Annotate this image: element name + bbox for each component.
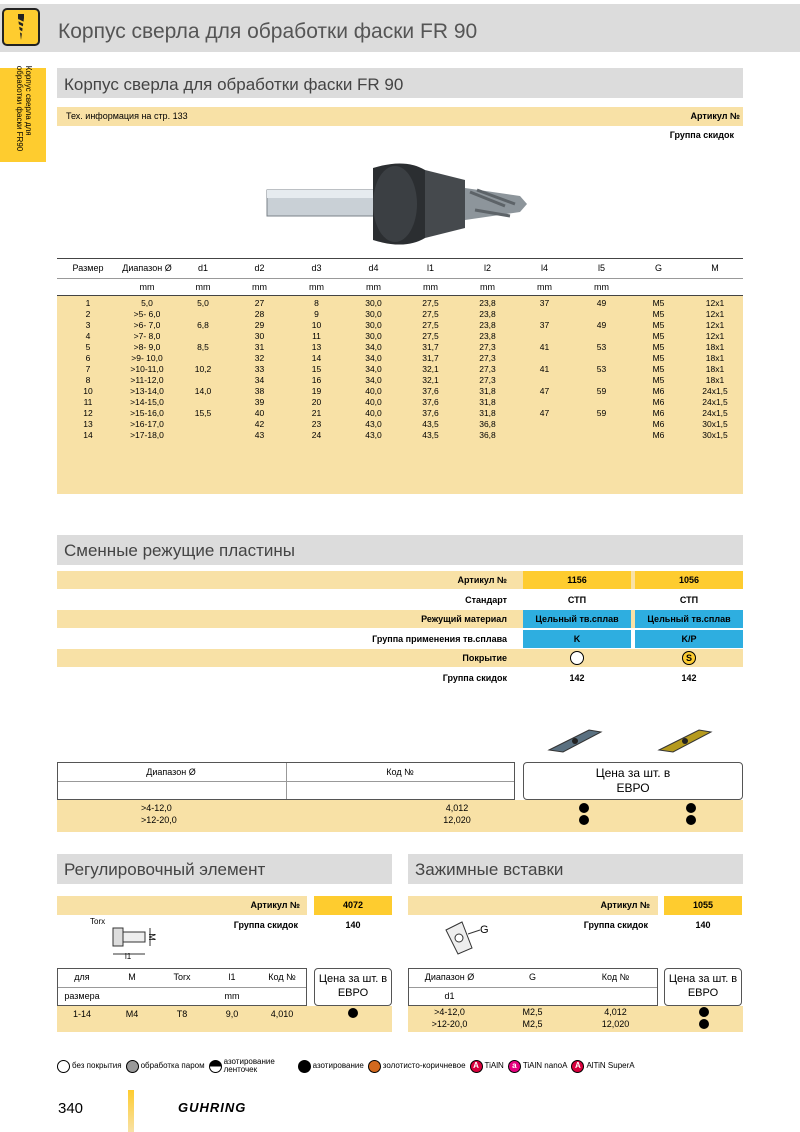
table-cell: 27,3 — [479, 342, 496, 352]
table-cell: 36,8 — [479, 430, 496, 440]
table-cell: 32,1 — [422, 375, 439, 385]
table-row — [57, 408, 743, 419]
table-cell: 53 — [596, 364, 607, 374]
table-cell: 23,8 — [479, 298, 496, 308]
uncoated-icon — [570, 651, 584, 665]
table-cell: 36,8 — [479, 419, 496, 429]
table-cell: M5 — [652, 375, 665, 385]
insert-gold-image — [655, 728, 715, 754]
availability-dot — [699, 1007, 709, 1017]
table-cell: 13 — [83, 419, 93, 429]
spec-label: Группа скидок — [442, 672, 507, 683]
table-cell: 8 — [314, 298, 319, 308]
coating-swatch-icon: a — [508, 1060, 521, 1073]
table-cell: 49 — [596, 320, 607, 330]
table-cell: 43,5 — [422, 419, 439, 429]
table-cell: 14 — [83, 430, 93, 440]
table-cell: 42 — [254, 419, 265, 429]
coating-swatch-icon — [57, 1060, 70, 1073]
table-cell: M5 — [652, 353, 665, 363]
table-cell: 23,8 — [479, 320, 496, 330]
table-cell: 12x1 — [705, 309, 725, 319]
s3-col-header: для — [74, 972, 90, 982]
table-cell: 12x1 — [705, 331, 725, 341]
col-unit: mm — [366, 282, 381, 292]
table-cell: 9 — [314, 309, 319, 319]
s3-col-header: Torx — [173, 972, 191, 982]
table-cell: 21 — [311, 408, 322, 418]
table-cell: 30 — [254, 331, 265, 341]
section1-title: Корпус сверла для обработки фаски FR 90 — [64, 75, 404, 94]
table-cell: 6,8 — [197, 320, 209, 330]
page-number: 340 — [58, 1100, 84, 1117]
legend-item — [508, 1060, 568, 1073]
table-cell: 27,5 — [422, 309, 439, 319]
table-cell: 39 — [254, 397, 265, 407]
table-cell: 5,0 — [141, 298, 153, 308]
s3-col-header: l1 — [228, 972, 236, 982]
table-cell: 2 — [85, 309, 91, 319]
table-cell: 41 — [539, 342, 550, 352]
coating-swatch-icon — [126, 1060, 139, 1073]
spec-label: Группа применения тв.сплава — [372, 633, 507, 644]
availability-dot — [686, 815, 696, 825]
table-cell: >10-11,0 — [130, 364, 164, 374]
legend-item — [368, 1060, 466, 1073]
s4-cell: >12-20,0 — [431, 1019, 468, 1029]
price-header-clamp: Цена за шт. в ЕВРО — [664, 968, 742, 1006]
insert-gray-image — [545, 728, 605, 754]
table-cell: 34,0 — [365, 353, 382, 363]
code-cell: 4,012 — [445, 803, 469, 813]
table-cell: 31,8 — [479, 408, 496, 418]
table-cell: 34 — [254, 375, 265, 385]
legend-item — [571, 1060, 634, 1073]
col-unit: mm — [252, 282, 267, 292]
legend-text: обработка паром — [140, 1061, 205, 1070]
availability-dot — [699, 1019, 709, 1029]
coating-legend — [57, 1056, 747, 1076]
table-cell: 37,6 — [422, 397, 439, 407]
s3-col-header: Код № — [268, 972, 296, 982]
s3-cell: T8 — [176, 1009, 188, 1019]
table-row — [57, 331, 743, 342]
table-cell: 37,6 — [422, 386, 439, 396]
discount-label: Группа скидок — [669, 130, 734, 140]
spec-value: 1156 — [523, 571, 631, 589]
table-cell: 30,0 — [365, 309, 382, 319]
table-row — [57, 298, 743, 309]
table-cell: 34,0 — [365, 342, 382, 352]
legend-item — [57, 1060, 122, 1073]
col-unit: mm — [309, 282, 324, 292]
col-header: d2 — [254, 263, 265, 273]
table-cell: 20 — [311, 397, 322, 407]
table-cell: 27,5 — [422, 320, 439, 330]
col-unit: mm — [139, 282, 155, 292]
s3-cell: 4,010 — [270, 1009, 294, 1019]
table-cell: 1 — [85, 298, 91, 308]
s4-cell: 12,020 — [601, 1019, 630, 1029]
spec-value: СТП — [523, 591, 631, 609]
col-header: l4 — [540, 263, 548, 273]
torx-label: Torx — [90, 917, 106, 926]
table-cell: 14 — [311, 353, 322, 363]
page-title: Корпус сверла для обработки фаски FR 90 — [58, 20, 478, 43]
table-row — [57, 397, 743, 408]
coating-swatch-icon: A — [470, 1060, 483, 1073]
spec-value: СТП — [635, 591, 743, 609]
table-row — [57, 364, 743, 375]
table-cell: 31,8 — [479, 386, 496, 396]
table-cell: 38 — [254, 386, 265, 396]
code-cell: 12,020 — [443, 815, 471, 825]
legend-item — [470, 1060, 504, 1073]
table-cell: 59 — [596, 408, 607, 418]
code-header: Код № — [386, 767, 414, 777]
table-cell: >16-17,0 — [130, 419, 164, 429]
legend-text: азотирование — [312, 1061, 364, 1070]
legend-text: золотисто-коричневое — [382, 1061, 466, 1070]
s4-discount: 140 — [695, 920, 711, 930]
spec-label: Покрытие — [462, 653, 507, 663]
s4-discount-label: Группа скидок — [583, 920, 648, 930]
col-header: l2 — [483, 263, 491, 273]
dim-g: G — [480, 924, 489, 936]
legend-text: TiAlN — [484, 1061, 504, 1070]
table-cell: M6 — [652, 419, 665, 429]
legend-item — [298, 1060, 364, 1073]
table-cell: 31 — [254, 342, 265, 352]
table-cell: 8,5 — [197, 342, 209, 352]
coating-s-icon: S — [682, 651, 696, 665]
table-cell: 27,3 — [479, 353, 496, 363]
table-cell: 24x1,5 — [702, 408, 728, 418]
range-header: Диапазон Ø — [146, 767, 196, 777]
table-cell: 29 — [254, 320, 265, 330]
table-cell: 43,0 — [365, 430, 382, 440]
table-cell: 24x1,5 — [702, 386, 728, 396]
s4-col-header: Диапазон Ø — [424, 972, 475, 982]
s3-cell: 1-14 — [72, 1009, 91, 1019]
adjusting-screw-image — [105, 922, 165, 962]
col-header: d1 — [197, 263, 208, 273]
table-row — [57, 353, 743, 364]
s4-article: 1055 — [664, 896, 742, 915]
s4-col-header: G — [528, 972, 536, 982]
table-cell: 53 — [596, 342, 607, 352]
table-cell: 19 — [311, 386, 322, 396]
table-cell: 7 — [85, 364, 91, 374]
table-cell: 37 — [539, 320, 550, 330]
table-row — [57, 814, 743, 826]
s4-cell: 4,012 — [604, 1007, 627, 1017]
drill-body-image — [265, 158, 535, 253]
s3-col-header: M — [128, 972, 136, 982]
col-unit: mm — [195, 282, 211, 292]
s4-col-header: Код № — [601, 972, 630, 982]
s3-cell: M4 — [125, 1009, 139, 1019]
s3-col-sub: mm — [224, 991, 240, 1001]
s4-cell: M2,5 — [522, 1019, 543, 1029]
spec-value — [523, 649, 631, 667]
spec-value: 1056 — [635, 571, 743, 589]
table-cell: 40,0 — [365, 386, 382, 396]
spec-value: 142 — [635, 669, 743, 687]
table-cell: 23,8 — [479, 309, 496, 319]
table-cell: 12x1 — [705, 320, 725, 330]
table-cell: 16 — [311, 375, 322, 385]
coating-swatch-icon: A — [571, 1060, 584, 1073]
table-cell: 33 — [254, 364, 265, 374]
table-cell: >5- 6,0 — [133, 309, 161, 319]
coating-swatch-icon — [368, 1060, 381, 1073]
section4-title: Зажимные вставки — [415, 860, 564, 879]
section3-title: Регулировочный элемент — [64, 860, 266, 879]
spec-value: K — [523, 630, 631, 648]
table-cell: 8 — [85, 375, 91, 385]
legend-item — [209, 1058, 294, 1074]
table-cell: 30,0 — [365, 298, 382, 308]
range-cell: >12-20,0 — [141, 815, 177, 825]
availability-dot — [686, 803, 696, 813]
table-cell: 15,5 — [194, 408, 212, 418]
table-cell: 18x1 — [705, 342, 725, 352]
table-cell: M5 — [652, 342, 665, 352]
table-cell: M6 — [652, 386, 665, 396]
dim-l1: l1 — [125, 952, 132, 961]
table-cell: 34,0 — [365, 375, 382, 385]
table-cell: 4 — [85, 331, 91, 341]
table-cell: 6 — [85, 353, 91, 363]
footer-bar — [128, 1090, 134, 1132]
col-header: l1 — [426, 263, 434, 273]
coating-swatch-icon — [209, 1060, 222, 1073]
col-header: d3 — [311, 263, 322, 273]
table-cell: >9- 10,0 — [131, 353, 163, 363]
table-cell: 27 — [254, 298, 265, 308]
table-cell: 32,1 — [422, 364, 439, 374]
section2-title: Сменные режущие пластины — [64, 541, 296, 560]
legend-text: без покрытия — [72, 1061, 122, 1070]
availability-dot — [348, 1008, 358, 1018]
table-cell: 40,0 — [365, 397, 382, 407]
article-label: Артикул № — [690, 111, 740, 121]
table-cell: >14-15,0 — [130, 397, 164, 407]
table-cell: M5 — [652, 309, 665, 319]
s3-article: 4072 — [314, 896, 392, 915]
table-cell: 11 — [312, 331, 321, 341]
availability-dot — [579, 815, 589, 825]
table-cell: 14,0 — [194, 386, 212, 396]
table-cell: M5 — [652, 364, 665, 374]
s3-discount-label: Группа скидок — [233, 920, 298, 930]
table-cell: >7- 8,0 — [133, 331, 161, 341]
table-cell: M6 — [652, 408, 665, 418]
table-cell: 27,3 — [479, 375, 496, 385]
table-cell: M6 — [652, 397, 665, 407]
table-cell: 24 — [311, 430, 322, 440]
spec-label: Режущий материал — [421, 614, 507, 624]
spec-value: K/P — [635, 630, 743, 648]
col-header: Размер — [72, 263, 104, 273]
table-cell: 30,0 — [365, 320, 382, 330]
col-header: l5 — [597, 263, 605, 273]
col-unit: mm — [594, 282, 609, 292]
table-cell: >17-18,0 — [130, 430, 164, 440]
legend-item — [126, 1060, 205, 1073]
table-cell: 27,3 — [479, 364, 496, 374]
table-cell: 31,7 — [422, 353, 439, 363]
spec-label: Артикул № — [457, 575, 507, 585]
table-cell: 43,5 — [422, 430, 439, 440]
drill-logo-icon — [2, 8, 40, 46]
table-cell: 47 — [539, 386, 550, 396]
col-unit: mm — [480, 282, 495, 292]
col-unit: mm — [423, 282, 438, 292]
table-cell: 27,5 — [422, 298, 439, 308]
price-header-inserts: Цена за шт. в ЕВРО — [523, 762, 743, 800]
table-row — [57, 386, 743, 397]
s3-article-label: Артикул № — [250, 900, 300, 910]
table-cell: M5 — [652, 298, 665, 308]
table-cell: 5 — [85, 342, 91, 352]
table-cell: 11 — [83, 397, 93, 407]
table-cell: 5,0 — [197, 298, 209, 308]
col-unit: mm — [537, 282, 552, 292]
spec-value — [635, 649, 743, 667]
table-cell: 15 — [311, 364, 322, 374]
table-cell: 49 — [596, 298, 607, 308]
table-row — [57, 320, 743, 331]
table-cell: 10 — [83, 386, 93, 396]
tech-info: Тех. информация на стр. 133 — [66, 111, 188, 121]
table-cell: >15-16,0 — [130, 408, 164, 418]
s4-article-label: Артикул № — [600, 900, 650, 910]
s4-cell: M2,5 — [522, 1007, 543, 1017]
legend-text: азотирование ленточек — [223, 1057, 275, 1074]
table-cell: 12 — [83, 408, 93, 418]
table-cell: 10 — [311, 320, 322, 330]
table-row — [57, 309, 743, 320]
table-cell: 30x1,5 — [702, 430, 728, 440]
spec-label: Стандарт — [465, 594, 507, 605]
dim-m: M — [146, 933, 157, 941]
availability-dot — [579, 803, 589, 813]
table-cell: 13 — [311, 342, 322, 352]
table-row — [57, 375, 743, 386]
table-cell: 12x1 — [705, 298, 725, 308]
table-cell: 24x1,5 — [702, 397, 728, 407]
range-cell: >4-12,0 — [141, 803, 172, 813]
col-header: d4 — [368, 263, 379, 273]
legend-text: TiAlN nanoA — [522, 1061, 568, 1070]
table-cell: 18x1 — [705, 364, 725, 374]
table-cell: 59 — [596, 386, 607, 396]
table-cell: 43 — [254, 430, 265, 440]
col-header: Диапазон Ø — [122, 263, 172, 273]
table-cell: M5 — [652, 320, 665, 330]
s4-col-sub: d1 — [444, 991, 455, 1001]
col-header: G — [654, 263, 662, 273]
s3-discount: 140 — [345, 920, 361, 930]
table-cell: 37 — [539, 298, 550, 308]
table-cell: >11-12,0 — [130, 375, 164, 385]
table-row — [57, 419, 743, 430]
price-header-adjust: Цена за шт. в ЕВРО — [314, 968, 392, 1006]
table-cell: 43,0 — [365, 419, 382, 429]
table-cell: M6 — [652, 430, 665, 440]
s3-cell: 9,0 — [225, 1009, 239, 1019]
table-cell: 40,0 — [365, 408, 382, 418]
col-header: M — [711, 263, 719, 273]
table-cell: 31,8 — [479, 397, 496, 407]
table-cell: 37,6 — [422, 408, 439, 418]
table-cell: 10,2 — [194, 364, 212, 374]
legend-text: AlTiN SuperA — [586, 1061, 635, 1070]
table-cell: 23 — [311, 419, 322, 429]
table-cell: 47 — [539, 408, 550, 418]
side-tab-label: Корпус сверла для обработки фаски FR90 — [15, 65, 33, 152]
table-cell: 40 — [254, 408, 265, 418]
table-cell: 27,5 — [422, 331, 439, 341]
table-cell: >6- 7,0 — [133, 320, 161, 330]
table-row — [57, 802, 743, 814]
table-cell: 3 — [85, 320, 91, 330]
spec-value: 142 — [523, 669, 631, 687]
spec-value: Цельный тв.сплав — [523, 610, 631, 628]
table-cell: 34,0 — [365, 364, 382, 374]
table-cell: 41 — [539, 364, 550, 374]
table-cell: 18x1 — [705, 353, 725, 363]
table-row — [57, 342, 743, 353]
s4-cell: >4-12,0 — [434, 1007, 465, 1017]
brand-logo: GUHRING — [178, 1100, 247, 1115]
s3-col-sub: размера — [64, 991, 100, 1001]
table-cell: 28 — [254, 309, 265, 319]
table-cell: M5 — [652, 331, 665, 341]
table-cell: 31,7 — [422, 342, 439, 352]
coating-swatch-icon — [298, 1060, 311, 1073]
table-cell: 30x1,5 — [702, 419, 728, 429]
table-cell: 23,8 — [479, 331, 496, 341]
table-row — [57, 430, 743, 441]
table-cell: 18x1 — [705, 375, 725, 385]
table-cell: >8- 9,0 — [133, 342, 161, 352]
spec-value: Цельный тв.сплав — [635, 610, 743, 628]
table-cell: 30,0 — [365, 331, 382, 341]
table-cell: 32 — [254, 353, 265, 363]
table-cell: >13-14,0 — [130, 386, 164, 396]
